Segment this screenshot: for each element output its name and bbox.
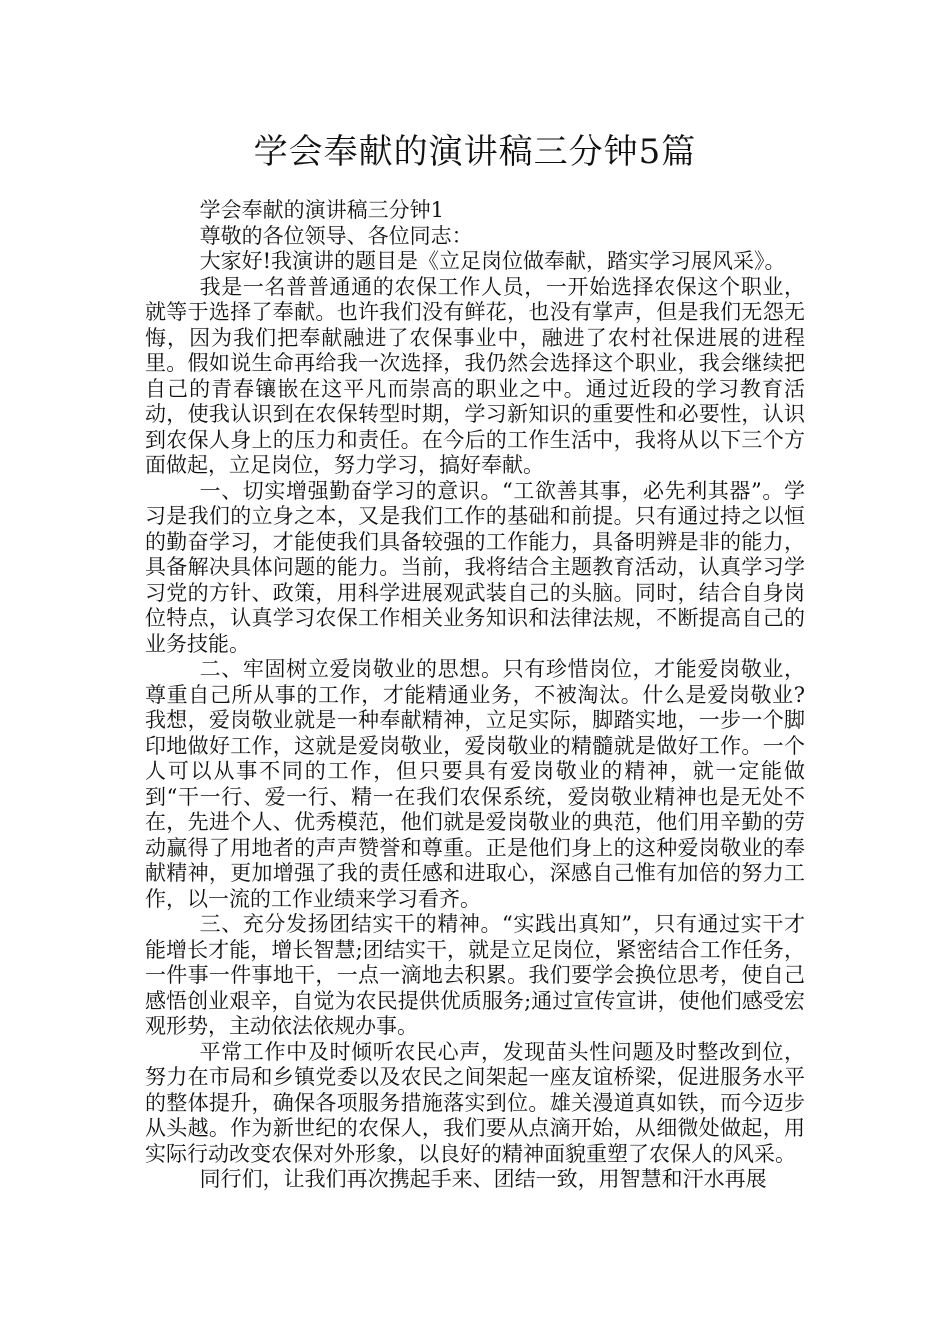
paragraph-3: 一、切实增强勤奋学习的意识。“工欲善其事，必先利其器”。学习是我们的立身之本，又是我们工作的基础和前提。只有通过持之以恒的勤奋学习，才能使我们具备较强的工作能力，具备明辨是非的能力，具备解决具体问题的能力。当前，我将结合主题教育活动，认真学习学习党的方针、政策，用科学进展观武装自己的头脑。同时，结合自身岗位特点，认真学习农保工作相关业务知识和法律法规，不断提高自己的业务技能。	[145, 478, 805, 656]
paragraph-6: 平常工作中及时倾听农民心声，发现苗头性问题及时整改到位，努力在市局和乡镇党委以及农民之间架起一座友谊桥梁，促进服务水平的整体提升，确保各项服务措施落实到位。雄关漫道真如铁，而今迈步从头越。作为新世纪的农保人，我们要从点滴开始，从细微处做起，用实际行动改变农保对外形象，以良好的精神面貌重塑了农保人的风采。	[145, 1039, 805, 1166]
paragraph-1: 大家好!我演讲的题目是《立足岗位做奉献，踏实学习展风采》。	[199, 249, 786, 273]
document-body	[145, 198, 805, 1193]
paragraph-7: 同行们，让我们再次携起手来、团结一致，用智慧和汗水再展	[199, 1167, 767, 1191]
paragraph-5: 三、充分发扬团结实干的精神。“实践出真知”，只有通过实干才能增长才能，增长智慧;团结实干，就是立足岗位，紧密结合工作任务，一件事一件事地干，一点一滴地去积累。我们要学会换位思考，使自己感悟创业艰辛，自觉为农民提供优质服务;通过宣传宣讲，使他们感受宏观形势，主动依法依规办事。	[145, 912, 805, 1038]
paragraph-4: 二、牢固树立爱岗敬业的思想。只有珍惜岗位，才能爱岗敬业，尊重自己所从事的工作，才能精通业务，不被淘汰。什么是爱岗敬业?我想，爱岗敬业就是一种奉献精神，立足实际，脚踏实地，一步一个脚印地做好工作，这就是爱岗敬业，爱岗敬业的精髓就是做好工作。一个人可以从事不同的工作，但只要具有爱岗敬业的精神，就一定能做到“干一行、爱一行、精一在我们农保系统，爱岗敬业精神也是无处不在，先进个人、优秀模范，他们就是爱岗敬业的典范，他们用辛勤的劳动赢得了用地者的声声赞誉和尊重。正是他们身上的这种爱岗敬业的奉献精神，更加增强了我的责任感和进取心，深感自己惟有加倍的努力工作，以一流的工作业绩来学习看齐。	[145, 657, 805, 911]
paragraph-2: 我是一名普普通通的农保工作人员，一开始选择农保这个职业，就等于选择了奉献。也许我们没有鲜花，也没有掌声，但是我们无怨无悔，因为我们把奉献融进了农保事业中，融进了农村社保进展的进程里。假如说生命再给我一次选择，我仍然会选择这个职业，我会继续把自己的青春镶嵌在这平凡而崇高的职业之中。通过近段的学习教育活动，使我认识到在农保转型时期，学习新知识的重要性和必要性，认识到农保人身上的压力和责任。在今后的工作生活中，我将从以下三个方面做起，立足岗位，努力学习，搞好奉献。	[145, 274, 805, 477]
section-subtitle: 学会奉献的演讲稿三分钟1	[199, 198, 444, 222]
salutation: 尊敬的各位领导、各位同志：	[199, 223, 473, 248]
document-title: 学会奉献的演讲稿三分钟5篇	[253, 132, 697, 172]
